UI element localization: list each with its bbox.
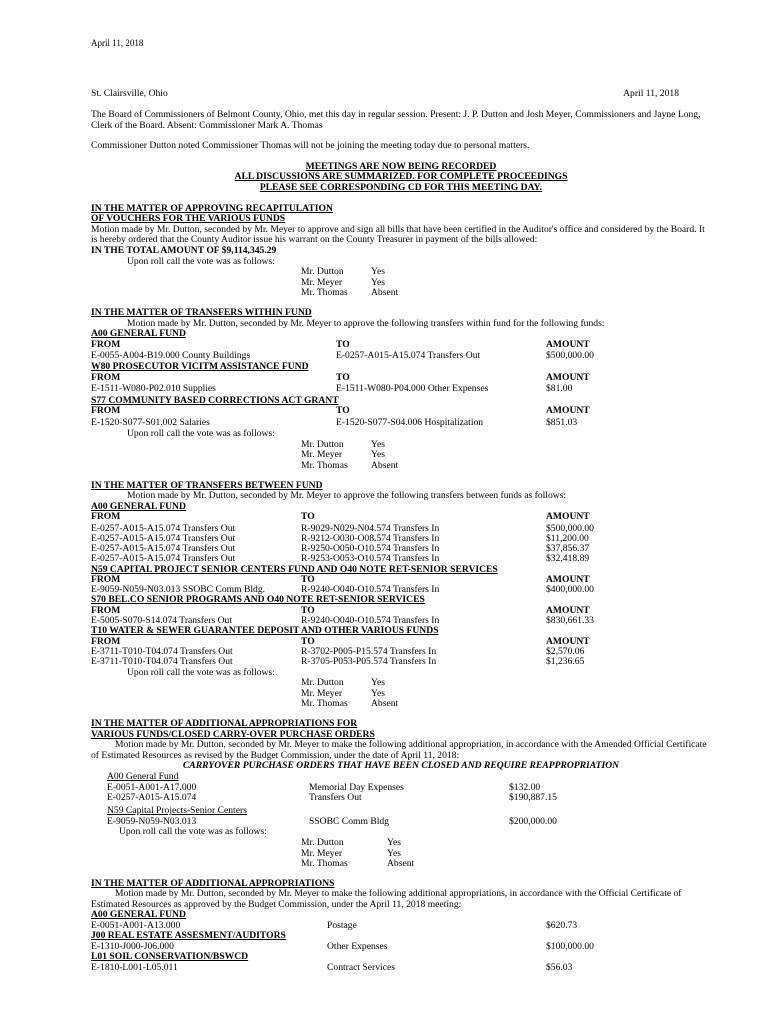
banner-line: ALL DISCUSSIONS ARE SUMMARIZED. FOR COMPLETE PROCEEDINGS bbox=[234, 171, 568, 183]
to-account: R-9253-O053-O10.574 Transfers In bbox=[301, 553, 440, 565]
amount: $32,418.89 bbox=[546, 553, 590, 565]
description: Memorial Day Expenses bbox=[309, 781, 404, 793]
vote-row bbox=[91, 267, 711, 278]
banner-line: PLEASE SEE CORRESPONDING CD FOR THIS MEETING DAY. bbox=[259, 181, 543, 193]
to-account: E-1520-S077-S04.006 Hospitalization bbox=[336, 416, 484, 428]
total-amount: IN THE TOTAL AMOUNT OF $9,114,345.29 bbox=[91, 244, 277, 256]
section-heading: IN THE MATTER OF APPROVING RECAPITULATION bbox=[91, 202, 333, 214]
fund-heading: N59 Capital Projects-Senior Centers bbox=[107, 805, 247, 817]
voter-name: Mr. Meyer bbox=[301, 276, 343, 288]
vote-value: Absent bbox=[387, 858, 415, 870]
account-code: E-0051-A001-A17.000 bbox=[107, 781, 197, 793]
fund-heading: A00 GENERAL FUND bbox=[91, 500, 186, 512]
from-account: E-1511-W080-P02.010 Supplies bbox=[91, 383, 216, 395]
section-heading: IN THE MATTER OF TRANSFERS WITHIN FUND bbox=[91, 306, 312, 318]
transfer-row bbox=[91, 657, 711, 667]
recording-banner bbox=[91, 162, 711, 194]
amount: $56.03 bbox=[546, 962, 573, 974]
to-account: E-1511-W080-P04.000 Other Expenses bbox=[336, 383, 489, 395]
amount: $1,236.65 bbox=[546, 656, 585, 668]
fund-heading: L01 SOIL CONSERVATION/BSWCD bbox=[91, 951, 249, 963]
motion-text: Motion made by Mr. Dutton, seconded by Mr. Meyer to approve the following transfers between funds as follows: bbox=[127, 490, 567, 502]
location-date: April 11, 2018 bbox=[623, 88, 679, 99]
vote-row bbox=[91, 699, 711, 710]
voter-name: Mr. Meyer bbox=[301, 449, 343, 461]
vote-value: Yes bbox=[371, 438, 385, 450]
col-to: TO bbox=[336, 405, 350, 417]
fund-heading: T10 WATER & SEWER GUARANTEE DEPOSIT AND OTHER VARIOUS FUNDS bbox=[91, 625, 439, 637]
from-account: E-0257-A015-A15.074 Transfers Out bbox=[91, 543, 236, 555]
roll-call: Upon roll call the vote was as follows: bbox=[127, 255, 275, 267]
vote-value: Absent bbox=[371, 287, 399, 299]
col-to: TO bbox=[301, 574, 315, 586]
fund-heading: W80 PROSECUTOR VICITM ASSISTANCE FUND bbox=[91, 361, 309, 373]
voter-name: Mr. Dutton bbox=[301, 266, 344, 278]
vote-row bbox=[91, 278, 711, 289]
voter-name: Mr. Dutton bbox=[301, 438, 344, 450]
to-account: R-9212-O030-O08.574 Transfers In bbox=[301, 532, 440, 544]
amount: $500,000.00 bbox=[546, 350, 594, 362]
within-fund-section bbox=[91, 308, 711, 472]
transfer-row bbox=[91, 384, 711, 395]
col-amount: AMOUNT bbox=[546, 574, 590, 586]
roll-call: Upon roll call the vote was as follows: bbox=[127, 428, 275, 440]
roll-call: Upon roll call the vote was as follows: bbox=[119, 826, 267, 838]
vote-value: Yes bbox=[371, 449, 385, 461]
to-account: R-3702-P005-P15.574 Transfers In bbox=[301, 646, 437, 658]
section-heading: OF VOUCHERS FOR THE VARIOUS FUNDS bbox=[91, 213, 286, 225]
absence-note: Commissioner Dutton noted Commissioner Thomas will not be joining the meeting today due to personal matters. bbox=[91, 140, 530, 152]
header-date: April 11, 2018 bbox=[91, 38, 144, 48]
account-code: E-0257-A015-A15.074 bbox=[107, 791, 197, 803]
col-to: TO bbox=[301, 605, 315, 617]
description: Other Expenses bbox=[327, 941, 388, 953]
vote-value: Yes bbox=[371, 266, 385, 278]
amount: $500,000.00 bbox=[546, 522, 594, 534]
vote-list bbox=[91, 440, 711, 472]
amount: $132.00 bbox=[509, 781, 541, 793]
to-account: R-9240-O040-O10.574 Transfers In bbox=[301, 584, 440, 596]
location-row bbox=[91, 89, 679, 100]
motion-text: Motion made by Mr. Dutton, seconded by Mr. Meyer to make the following additional appropriation, in accordance with the Amended Official Certificate of Estimated Resources as revised by the Budget Commission, under the date of April 11, 2018: bbox=[91, 739, 707, 761]
from-account: E-5005-S070-S14.074 Transfers Out bbox=[91, 615, 232, 627]
amount: $830,661.33 bbox=[546, 615, 594, 627]
vote-row bbox=[91, 678, 711, 689]
section-heading: IN THE MATTER OF ADDITIONAL APPROPRIATIONS bbox=[91, 877, 335, 889]
to-account: R-9240-O040-O10.574 Transfers In bbox=[301, 615, 440, 627]
vote-list bbox=[91, 267, 711, 299]
section-heading: VARIOUS FUNDS/CLOSED CARRY-OVER PURCHASE ORDERS bbox=[91, 728, 375, 740]
col-from: FROM bbox=[91, 405, 121, 417]
amount: $100,000.00 bbox=[546, 941, 594, 953]
from-account: E-0257-A015-A15.074 Transfers Out bbox=[91, 553, 236, 565]
amount: $200,000.00 bbox=[509, 815, 557, 827]
from-account: E-0257-A015-A15.074 Transfers Out bbox=[91, 522, 236, 534]
description: SSOBC Comm Bldg bbox=[309, 815, 389, 827]
location: St. Clairsville, Ohio bbox=[91, 88, 168, 99]
fund-heading: S70 BEL.CO SENIOR PROGRAMS AND O40 NOTE RET-SENIOR SERVICES bbox=[91, 594, 425, 606]
col-from: FROM bbox=[91, 338, 121, 350]
from-account: E-0257-A015-A15.074 Transfers Out bbox=[91, 532, 236, 544]
col-to: TO bbox=[301, 636, 315, 648]
description: Postage bbox=[327, 920, 357, 932]
to-account: R-3705-P053-P05.574 Transfers In bbox=[301, 656, 437, 668]
description: Transfers Out bbox=[309, 791, 362, 803]
vouchers-section bbox=[91, 204, 711, 299]
col-from: FROM bbox=[91, 574, 121, 586]
fund-heading: N59 CAPITAL PROJECT SENIOR CENTERS FUND AND O40 NOTE RET-SENIOR SERVICES bbox=[91, 563, 498, 575]
fund-heading: S77 COMMUNITY BASED CORRECTIONS ACT GRANT bbox=[91, 394, 339, 406]
banner-line: MEETINGS ARE NOW BEING RECORDED bbox=[305, 160, 497, 172]
from-account: E-3711-T010-T04.074 Transfers Out bbox=[91, 646, 233, 658]
fund-heading: A00 GENERAL FUND bbox=[91, 328, 186, 340]
col-to: TO bbox=[301, 511, 315, 523]
vote-list bbox=[91, 678, 711, 710]
fund-heading: A00 General Fund bbox=[107, 770, 179, 782]
account-code: E-1810-L001-L05.011 bbox=[91, 962, 178, 974]
from-account: E-9059-N059-N03.013 SSOBC Comm Bldg. bbox=[91, 584, 266, 596]
vote-row bbox=[91, 859, 711, 870]
amount: $620.73 bbox=[546, 920, 578, 932]
from-account: E-3711-T010-T04.074 Transfers Out bbox=[91, 656, 233, 668]
section-heading: IN THE MATTER OF ADDITIONAL APPROPRIATIONS FOR bbox=[91, 717, 358, 729]
from-account: E-0055-A004-B19.000 County Buildings bbox=[91, 350, 251, 362]
appropriation-row bbox=[91, 793, 711, 803]
voter-name: Mr. Meyer bbox=[301, 687, 343, 699]
voter-name: Mr. Dutton bbox=[301, 836, 344, 848]
appropriation-row bbox=[91, 817, 711, 827]
appropriation-row bbox=[91, 921, 711, 931]
to-account: R-9029-N029-N04.574 Transfers In bbox=[301, 522, 440, 534]
vote-value: Yes bbox=[387, 836, 401, 848]
appropriation-row bbox=[91, 963, 711, 973]
amount: $37,856.37 bbox=[546, 543, 590, 555]
vote-value: Yes bbox=[371, 276, 385, 288]
between-fund-section bbox=[91, 481, 711, 710]
amount: $81.00 bbox=[546, 383, 573, 395]
col-amount: AMOUNT bbox=[546, 338, 590, 350]
amount: $11,200.00 bbox=[546, 532, 589, 544]
col-to: TO bbox=[336, 372, 350, 384]
voter-name: Mr. Thomas bbox=[301, 698, 348, 710]
to-account: E-0257-A015-A15.074 Transfers Out bbox=[336, 350, 481, 362]
vote-row bbox=[91, 440, 711, 451]
col-amount: AMOUNT bbox=[546, 372, 590, 384]
vote-value: Yes bbox=[371, 687, 385, 699]
account-code: E-9059-N059-N03.013 bbox=[107, 815, 197, 827]
account-code: E-1310-J000-J06.000 bbox=[91, 941, 174, 953]
to-account: R-9250-O050-O10.574 Transfers In bbox=[301, 543, 440, 555]
vote-row bbox=[91, 689, 711, 700]
vote-row bbox=[91, 450, 711, 461]
col-amount: AMOUNT bbox=[546, 511, 590, 523]
intro-paragraph: The Board of Commissioners of Belmont County, Ohio, met this day in regular session. Present: J. P. Dutton and Josh Meyer, Commissioners and Jayne Long, Clerk of the Board. Absent: Commissioner Mark A. Thomas bbox=[91, 109, 701, 131]
col-amount: AMOUNT bbox=[546, 636, 590, 648]
motion-text: Motion made by Mr. Dutton, seconded by Mr. Meyer to make the following additional appropriations, in accordance with the Official Certificate of Estimated Resources as approved by the Budget Commission, under the April 11, 2018 meeting: bbox=[91, 888, 682, 910]
vote-value: Yes bbox=[387, 847, 401, 859]
voter-name: Mr. Meyer bbox=[301, 847, 343, 859]
voter-name: Mr. Thomas bbox=[301, 287, 348, 299]
amount: $190,887.15 bbox=[509, 791, 557, 803]
col-from: FROM bbox=[91, 636, 121, 648]
carryover-subtitle: CARRYOVER PURCHASE ORDERS THAT HAVE BEEN CLOSED AND REQUIRE REAPPROPRIATION bbox=[182, 760, 620, 772]
transfer-row bbox=[91, 554, 711, 564]
amount: $400,000.00 bbox=[546, 584, 594, 596]
transfer-row bbox=[91, 585, 711, 595]
section-heading: IN THE MATTER OF TRANSFERS BETWEEN FUND bbox=[91, 479, 323, 491]
vote-value: Absent bbox=[371, 698, 399, 710]
voter-name: Mr. Dutton bbox=[301, 677, 344, 689]
col-from: FROM bbox=[91, 605, 121, 617]
vote-row bbox=[91, 288, 711, 299]
vote-value: Absent bbox=[371, 460, 399, 471]
voter-name: Mr. Thomas bbox=[301, 460, 348, 471]
voter-name: Mr. Thomas bbox=[301, 858, 348, 870]
vote-list bbox=[91, 838, 711, 870]
col-to: TO bbox=[336, 338, 350, 350]
account-code: E-0051-A001-A13.000 bbox=[91, 920, 181, 932]
transfer-row bbox=[91, 616, 711, 626]
from-account: E-1520-S077-S01.002 Salaries bbox=[91, 416, 210, 428]
additional-section bbox=[91, 879, 711, 974]
col-amount: AMOUNT bbox=[546, 605, 590, 617]
fund-heading: J00 REAL ESTATE ASSESMENT/AUDITORS bbox=[91, 930, 286, 942]
transfer-row bbox=[91, 418, 711, 429]
description: Contract Services bbox=[327, 962, 395, 974]
vote-value: Yes bbox=[371, 677, 385, 689]
amount: $2,570.06 bbox=[546, 646, 585, 658]
col-from: FROM bbox=[91, 372, 121, 384]
vote-row bbox=[91, 461, 711, 472]
roll-call: Upon roll call the vote was as follows: bbox=[127, 666, 275, 678]
col-from: FROM bbox=[91, 511, 121, 523]
motion-text: Motion made by Mr. Dutton, seconded by Mr. Meyer to approve and sign all bills that have been certified in the Auditor's office and considered by the Board. It is hereby ordered that the County Auditor issue his warrant on the County Treasurer in payment of the bills allowed: bbox=[91, 223, 705, 246]
transfer-row bbox=[91, 351, 711, 362]
motion-text: Motion made by Mr. Dutton, seconded by Mr. Meyer to approve the following transfers within fund for the following funds: bbox=[127, 317, 605, 329]
document-body bbox=[91, 110, 711, 973]
fund-heading: A00 GENERAL FUND bbox=[91, 909, 186, 921]
amount: $851.03 bbox=[546, 416, 578, 428]
carryover-section bbox=[91, 719, 711, 870]
vote-row bbox=[91, 838, 711, 849]
appropriation-row bbox=[91, 942, 711, 952]
col-amount: AMOUNT bbox=[546, 405, 590, 417]
